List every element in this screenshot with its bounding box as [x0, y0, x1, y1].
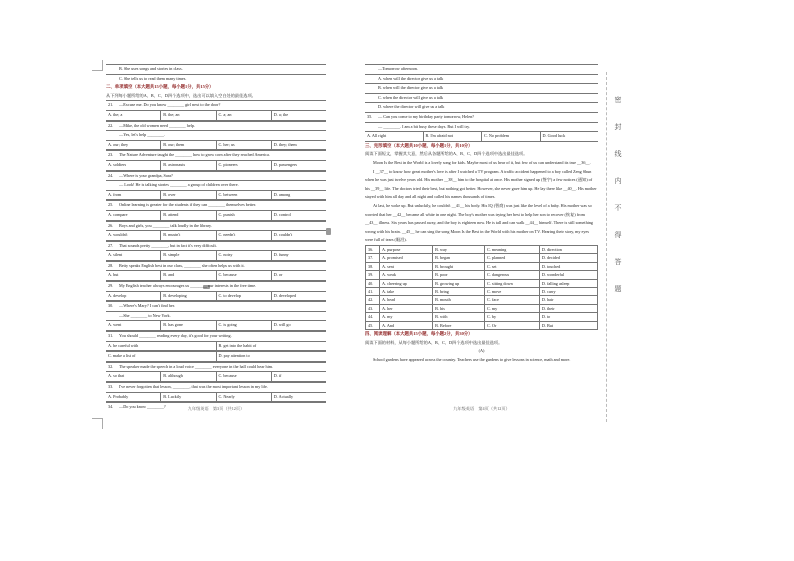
cloze-option[interactable]: D. to: [539, 313, 597, 321]
question: [106, 331, 326, 362]
answer-option[interactable]: A. soldiers: [108, 161, 127, 167]
cloze-option[interactable]: C. Or: [485, 321, 540, 329]
answer-option[interactable]: C. No problem: [481, 132, 540, 141]
answer-option[interactable]: D. they; them: [271, 141, 326, 150]
cloze-option[interactable]: D. wonderful: [539, 271, 597, 279]
cloze-options-table: [365, 245, 598, 330]
question-number: 26.: [108, 222, 114, 228]
question-number: 30.: [108, 303, 114, 309]
question-row: [106, 130, 326, 140]
answer-option[interactable]: A. so that: [108, 373, 125, 379]
cloze-option[interactable]: D. decided: [539, 254, 597, 262]
answer-option[interactable]: A. the; a: [108, 111, 123, 117]
answer-option[interactable]: C. because: [216, 372, 271, 381]
question-text: — Can you come to my birthday party tomorrow, Helen?: [378, 113, 475, 119]
question-number: 22.: [108, 122, 114, 128]
seal-line-char: 内: [614, 177, 622, 185]
cloze-option[interactable]: A. purpose: [380, 245, 433, 253]
question-number: 21.: [108, 102, 114, 108]
seal-line-char: 答: [614, 258, 622, 266]
seal-line-char: 线: [614, 150, 622, 158]
cloze-option[interactable]: C. dangerous: [485, 271, 540, 279]
question-number: 28.: [108, 262, 114, 268]
question-text: Betty speaks English best in our class, ________ she often helps us with it.: [119, 262, 245, 268]
answer-option[interactable]: A. silent: [108, 252, 123, 258]
question-34-options: [365, 64, 598, 112]
seal-line-char: 题: [614, 285, 622, 293]
question-text: My English teacher always encourages us ________ our interests in the free time.: [119, 283, 257, 289]
seal-line-char: 得: [614, 231, 622, 239]
cloze-option[interactable]: A. head: [380, 296, 433, 304]
cloze-option[interactable]: B. Before: [433, 321, 485, 329]
answer-options: [106, 110, 326, 121]
cloze-option[interactable]: B. with: [433, 313, 485, 321]
answer-option[interactable]: A. wouldn't: [108, 232, 128, 238]
cloze-option[interactable]: A. my: [380, 313, 433, 321]
cloze-number: 43.: [366, 304, 380, 312]
question: [106, 362, 326, 382]
cloze-row: [366, 313, 598, 321]
answer-option[interactable]: C. punish: [216, 211, 271, 220]
cloze-number: 42.: [366, 296, 380, 304]
cloze-option[interactable]: D. falling asleep: [539, 279, 597, 287]
question-number: 23.: [108, 152, 114, 158]
answer-option[interactable]: C. to develop: [216, 292, 271, 301]
question-row: [365, 64, 598, 74]
answer-options: [106, 190, 326, 201]
question-text: —Tomorrow afternoon.: [378, 66, 418, 71]
answer-option[interactable]: D. developed: [271, 292, 326, 301]
question: [106, 171, 326, 201]
question-text: Online learning is greater for the students if they can ________ themselves better.: [119, 202, 257, 208]
question-row: [106, 331, 326, 341]
question-row: [106, 311, 326, 321]
question-text: The speaker made the speech in a loud voice ________ everyone in the hall could hear him.: [119, 363, 274, 369]
question-row: [106, 200, 326, 210]
question-text: B. when will the director give us a talk: [378, 85, 444, 91]
answer-option[interactable]: C. noisy: [216, 251, 271, 260]
cloze-option[interactable]: D. But: [539, 321, 597, 329]
cloze-option[interactable]: B. way: [433, 245, 485, 253]
answer-option[interactable]: D. a; the: [271, 111, 326, 120]
answer-option[interactable]: D. pay attention to: [216, 352, 327, 361]
answer-option[interactable]: C. needn't: [216, 231, 271, 240]
binding-line: [606, 72, 607, 422]
cloze-option[interactable]: A. sent: [380, 262, 433, 270]
question-text: B. She uses songs and stories in class.: [119, 66, 183, 71]
answer-options: [106, 140, 326, 151]
question-row: [365, 74, 598, 84]
answer-option[interactable]: D. among: [271, 191, 326, 200]
question-text: —Where's Mary? I can't find her.: [119, 303, 175, 309]
question-text: That sounds pretty ________, but in fact it's very difficult.: [119, 242, 217, 248]
answer-options: [106, 351, 326, 362]
question-row: [106, 150, 326, 160]
answer-option[interactable]: C. between: [216, 191, 271, 200]
answer-option[interactable]: D. control: [271, 211, 326, 220]
question-number: 31.: [108, 333, 114, 339]
question-row: [365, 112, 598, 122]
question-row: [106, 180, 326, 190]
cloze-passage: [365, 159, 598, 245]
answer-options: [106, 230, 326, 241]
cloze-number: 41.: [366, 287, 380, 295]
answer-option[interactable]: C. is going: [216, 321, 271, 330]
question-text: The Nature Adventure taught the ________ how to grow corn after they reached America.: [119, 152, 270, 158]
cloze-option[interactable]: C. planned: [485, 254, 540, 262]
answer-option[interactable]: B. developing: [160, 292, 215, 301]
question-row: [106, 171, 326, 181]
answer-options: [365, 131, 598, 142]
answer-options: [106, 160, 326, 171]
crop-mark-top-left: [92, 60, 103, 71]
question-text: —Do you know ________?: [119, 404, 166, 410]
cloze-option[interactable]: A. And: [380, 321, 433, 329]
passage-label: (A): [478, 348, 485, 354]
question-text: A. when will the director give us a talk: [378, 75, 444, 81]
answer-option[interactable]: A. went: [108, 322, 122, 328]
question-text: —Yes, let's help ________.: [119, 132, 166, 138]
question-text: —Excuse me. Do you know ________ girl next to the door?: [119, 102, 221, 108]
cloze-option[interactable]: C. my: [485, 304, 540, 312]
answer-option[interactable]: D. if: [271, 372, 326, 381]
question: [106, 100, 326, 120]
question-text: — ________. I am a bit busy these days. But I will try.: [378, 123, 470, 129]
question-row: [106, 382, 326, 392]
cloze-number: 45.: [366, 321, 380, 329]
answer-option[interactable]: A. Probably: [108, 393, 129, 399]
page-resize-handle[interactable]: [326, 228, 331, 235]
question: [106, 301, 326, 331]
crop-mark-bottom-left: [92, 418, 103, 429]
answer-option[interactable]: A. All right: [367, 133, 387, 139]
cloze-option[interactable]: B. brought: [433, 262, 485, 270]
question-row: [365, 83, 598, 93]
question-text: — Look! He is talking stories ________ a group of children over there.: [119, 182, 239, 188]
cloze-number: 38.: [366, 262, 380, 270]
cloze-row: [366, 279, 598, 287]
answer-option[interactable]: B. simple: [160, 251, 215, 260]
question-text: C. when the director will give us a talk: [378, 94, 444, 100]
section-4-instructions: 阅读下面的材料，从每小题所给的A、B、C、D四个选项中选出最佳选项。: [365, 339, 503, 345]
answer-option[interactable]: A. our; they: [108, 141, 129, 147]
answer-option[interactable]: D. or: [271, 271, 326, 280]
cloze-number: 44.: [366, 313, 380, 321]
question: [106, 281, 326, 301]
question-number: 32.: [108, 363, 114, 369]
answer-option[interactable]: C. pioneers: [216, 161, 271, 170]
answer-options: [106, 392, 326, 403]
answer-option[interactable]: B. mustn't: [160, 231, 215, 240]
cloze-row: [366, 245, 598, 253]
cloze-option[interactable]: A. her: [380, 304, 433, 312]
cloze-number: 39.: [366, 271, 380, 279]
cloze-row: [366, 296, 598, 304]
question-row: [365, 122, 598, 132]
answer-option[interactable]: B. attend: [160, 211, 215, 220]
cloze-option[interactable]: A. cheering up: [380, 279, 433, 287]
answer-option[interactable]: C. her; us: [216, 141, 271, 150]
cloze-option[interactable]: D. touched: [539, 262, 597, 270]
answer-options: [106, 341, 326, 352]
cloze-option[interactable]: B. began: [433, 254, 485, 262]
answer-option[interactable]: A. develop: [108, 292, 127, 298]
answer-option[interactable]: A. but: [108, 272, 119, 278]
question: [106, 121, 326, 151]
cloze-row: [366, 254, 598, 262]
answer-option[interactable]: C. Nearly: [216, 393, 271, 402]
cloze-option[interactable]: C. face: [485, 296, 540, 304]
question: [106, 261, 326, 281]
cloze-option[interactable]: B. mouth: [433, 296, 485, 304]
answer-option[interactable]: B. I'm afraid not: [423, 132, 482, 141]
cloze-option[interactable]: A. weak: [380, 271, 433, 279]
section-4-heading: 四、阅读理解（本大题共15小题，每小题2分，共30分）: [365, 330, 473, 336]
section-2-heading: 二、单项填空（本大题共15小题，每小题1分，共15分）: [106, 84, 214, 90]
question-row: [106, 241, 326, 251]
answer-option[interactable]: D. passengers: [271, 161, 326, 170]
answer-option[interactable]: C. make a list of: [108, 353, 136, 359]
cloze-option[interactable]: C. set: [485, 262, 540, 270]
question-text: C. She tells us to read them many times.: [119, 75, 187, 81]
question-number: 25.: [108, 202, 114, 208]
question: [106, 221, 326, 241]
question-20-tail: [106, 64, 326, 83]
cloze-option[interactable]: D. carry: [539, 287, 597, 295]
passage-paragraph: At last, he woke up. But unluckily, he couldn't __41__ his body. His IQ (智商) was just like the level of a baby. His mother was so worried that her __42__ became all white in one night. The boy's mother was trying her best to help her son to recover (恢复) from __43__ illness. Six years has passed away, and the boy is eighteen now. He is tall and can walk __44__ himself. There is still something wrong with his brain. __45__ he can sing the song Moon Is the Best in the World with his mother on TV. Hearing their story, my eyes were full of tears (眼泪).: [365, 202, 594, 243]
left-page: [106, 64, 326, 411]
answer-option[interactable]: B. over: [160, 191, 215, 200]
right-page: [365, 64, 598, 411]
cloze-option[interactable]: B. poor: [433, 271, 485, 279]
answer-option[interactable]: B. Luckily: [160, 393, 215, 402]
question-number: 29.: [108, 283, 114, 289]
question-row: [365, 93, 598, 103]
question-text: —She ________ to New York.: [119, 312, 171, 318]
question-text: I've never forgotten that lesson, ________, that was the most important lesson in my life.: [119, 384, 268, 389]
cloze-number: 40.: [366, 279, 380, 287]
section-3-heading: 三、完形填空（本大题共10小题，每小题1分，共10分）: [365, 142, 473, 148]
question-row: [106, 100, 326, 110]
cloze-row: [366, 287, 598, 295]
seal-line-char: 不: [614, 204, 622, 212]
question: [106, 382, 326, 402]
cloze-option[interactable]: B. his: [433, 304, 485, 312]
answer-option[interactable]: A. be careful with: [108, 342, 139, 348]
question-row: [106, 362, 326, 372]
cloze-option[interactable]: C. by: [485, 313, 540, 321]
answer-option[interactable]: D. funny: [271, 251, 326, 260]
cloze-row: [366, 262, 598, 270]
answer-option[interactable]: D. Actually: [271, 393, 326, 402]
cloze-option[interactable]: C. sitting down: [485, 279, 540, 287]
question: [106, 200, 326, 220]
cloze-option[interactable]: B. bring: [433, 287, 485, 295]
question-35: [365, 112, 598, 142]
passage-paragraph: Moon Is the Best in the World is a lovely song for kids. Maybe most of us hear of it, but few of us can understand its true __36__.: [373, 159, 591, 165]
cloze-option[interactable]: D. their: [539, 304, 597, 312]
question-text: Boys and girls, you ________ talk loudly in the library.: [119, 222, 212, 228]
answer-option[interactable]: B. and: [160, 271, 215, 280]
section-3-instructions: 阅读下面短文，掌握其大意，然后从各题所给的A、B、C、D四个选项中选出最佳选项。: [365, 151, 528, 157]
question: [106, 241, 326, 261]
question-text: D. where the director will give us a talk: [378, 104, 445, 110]
section-2-instructions: 从下列每小题所给的A、B、C、D四个选项中，选出可以填入空白处的最佳选项。: [106, 92, 256, 98]
answer-option[interactable]: A. compare: [108, 211, 128, 217]
answer-options: [106, 291, 326, 302]
question-text: You should ________ reading every day, it's good for your writing.: [119, 333, 232, 339]
answer-option[interactable]: B. has gone: [160, 321, 215, 330]
answer-option[interactable]: B. the; an: [160, 111, 215, 120]
cloze-option[interactable]: A. take: [380, 287, 433, 295]
answer-option[interactable]: C. because: [216, 271, 271, 280]
answer-option[interactable]: A. from: [108, 191, 122, 197]
question-number: 27.: [108, 242, 114, 248]
answer-option[interactable]: C. a; an: [216, 111, 271, 120]
page-footer: 九年级英语 第3页（共12页）: [187, 406, 245, 411]
question-row: [106, 64, 326, 74]
cloze-option[interactable]: C. move: [485, 287, 540, 295]
answer-option[interactable]: D. Good luck: [540, 132, 599, 141]
answer-options: [106, 320, 326, 331]
cloze-option[interactable]: B. growing up: [433, 279, 485, 287]
answer-option[interactable]: B. astronauts: [160, 161, 215, 170]
answer-option[interactable]: D. will go: [271, 321, 326, 330]
page-footer: 九年级英语 第4页（共12页）: [453, 406, 510, 411]
answer-options: [106, 371, 326, 382]
cloze-number: 37.: [366, 254, 380, 262]
question-row: [106, 74, 326, 84]
question-row: [106, 221, 326, 231]
answer-option[interactable]: B. our; them: [160, 141, 215, 150]
question-row: [106, 121, 326, 131]
answer-option[interactable]: B. although: [160, 372, 215, 381]
question-number: 24.: [108, 172, 114, 178]
question-text: —Mike, the old women need ________ help.: [119, 122, 196, 128]
cloze-option[interactable]: D. direction: [539, 245, 597, 253]
question-number: 35.: [367, 113, 373, 119]
answer-options: [106, 270, 326, 281]
cloze-option[interactable]: D. hair: [539, 296, 597, 304]
answer-options: [106, 250, 326, 261]
question-row: [365, 102, 598, 112]
question-row: [106, 301, 326, 311]
question-number: 34.: [108, 404, 114, 410]
answer-option[interactable]: B. get into the habit of: [216, 342, 327, 351]
answer-options: [106, 210, 326, 221]
cloze-row: [366, 271, 598, 279]
cloze-option[interactable]: C. meaning: [485, 245, 540, 253]
question-row: [106, 281, 326, 291]
multiple-choice-questions: [106, 100, 326, 411]
cloze-option[interactable]: A. promised: [380, 254, 433, 262]
seal-line-notice: [612, 95, 624, 311]
cloze-row: [366, 304, 598, 312]
reading-passage-a: School gardens have appeared across the country. Teachers use the gardens to give lessons in science, math and more.: [373, 356, 571, 362]
seal-line-char: 密: [614, 96, 622, 104]
seal-line-char: 封: [614, 123, 622, 131]
question-row: [106, 261, 326, 271]
answer-option[interactable]: D. couldn't: [271, 231, 326, 240]
question-text: —Where is your grandpa, Sara?: [119, 172, 173, 178]
passage-paragraph: I __37__ to know how great mother's love is after I watched a TV program. A traffic accident happened to a boy called Zeng Shun when he was just twelve years old. His mother __38__ him to the hospital at once. His mother signed up (签字) a few notices (通知) of his __39__ life. The doctors tried their best, but nothing got better. However, she never gave him up. He lay there like __40__. His mother stayed with him all day and all night and called his names thousands of times.: [365, 168, 597, 200]
cloze-number: 36.: [366, 245, 380, 253]
cloze-row: [366, 321, 598, 329]
question-number: 33.: [108, 384, 114, 389]
question: [106, 150, 326, 170]
